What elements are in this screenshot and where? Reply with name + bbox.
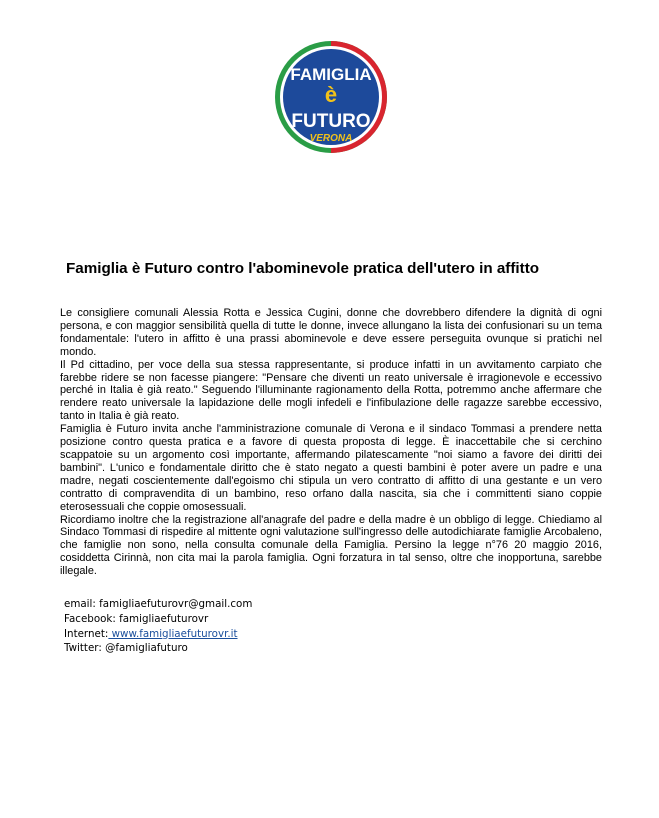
logo-text-famiglia: FAMIGLIA: [290, 65, 372, 84]
press-release-body: [60, 307, 602, 578]
famiglia-e-futuro-logo: [274, 40, 388, 154]
logo-text-verona: VERONA: [309, 133, 353, 144]
contact-twitter: Twitter: @famigliafuturo: [64, 642, 188, 655]
logo-text-futuro: FUTURO: [291, 111, 371, 132]
contact-internet: [64, 627, 252, 642]
logo: [274, 40, 388, 154]
contact-block: [64, 597, 252, 656]
document-title: Famiglia è Futuro contro l'abominevole pratica dell'utero in affitto: [66, 260, 540, 277]
paragraph-4: Ricordiamo inoltre che la registrazione all'anagrafe del padre e della madre è un obbligo di legge. Chiediamo al Sindaco Tommasi di rispedire al mittente ogni valutazione sull'ingresso delle autodichiarate famiglie Arcobaleno, che famiglie non sono, nella consulta comunale della Famiglia. Persino la legge n°76 20 maggio 2016, cosiddetta Cirinnà, non cita mai la parola famiglia. Ogni forzatura in tal senso, oltre che inopportuna, sarebbe illegale.: [60, 513, 602, 578]
website-link[interactable]: www.famigliaefuturovr.it: [108, 627, 238, 640]
contact-internet-label: Internet:: [64, 627, 109, 640]
paragraph-1: Le consigliere comunali Alessia Rotta e Jessica Cugini, donne che dovrebbero difendere la dignità di ogni persona, e con maggior sensibilità quella di tutte le donne, invece allungano la lista dei confusionari su un tema fondamentale: l'utero in affitto è una prassi abominevole e deve essere perseguita ovunque si pratichi nel mondo.: [60, 307, 602, 358]
contact-facebook: Facebook: famigliaefuturovr: [64, 612, 209, 625]
contact-email: email: famigliaefuturovr@gmail.com: [64, 598, 253, 610]
logo-text-e: è: [324, 82, 338, 107]
paragraph-3: Famiglia è Futuro invita anche l'amministrazione comunale di Verona e il sindaco Tommasi a prendere netta posizione contro questa pratica e a favore di questa proposta di legge. È inaccettabile che si cerchino scappatoie su un argomento così importante, affermando pilatescamente "noi siamo a favore dei diritti dei bambini". L'unico e fondamentale diritto che è stato negato a questi bambini è poter avere un padre e una madre, negati coscientemente dall'egoismo chi stipula un vero contratto di affitto di una gestante e un vero contratto di compravendita di un bambino, reso orfano dalla nascita, sia che i committenti siano coppie eterosessuali che coppie omosessuali.: [60, 423, 602, 513]
paragraph-2: Il Pd cittadino, per voce della sua stessa rappresentante, si produce infatti in un avvitamento carpiato che farebbe ridere se non facesse piangere: "Pensare che diventi un reato universale è irragionevole e eccessivo perché in Italia è già reato." Seguendo l'illuminante ragionamento della Rotta, potremmo anche affermare che rendere reato universale la lapidazione delle mogli infedeli e l'infibulazione delle ragazze sarebbe eccessivo, tanto in Italia è già reato.: [60, 358, 602, 423]
